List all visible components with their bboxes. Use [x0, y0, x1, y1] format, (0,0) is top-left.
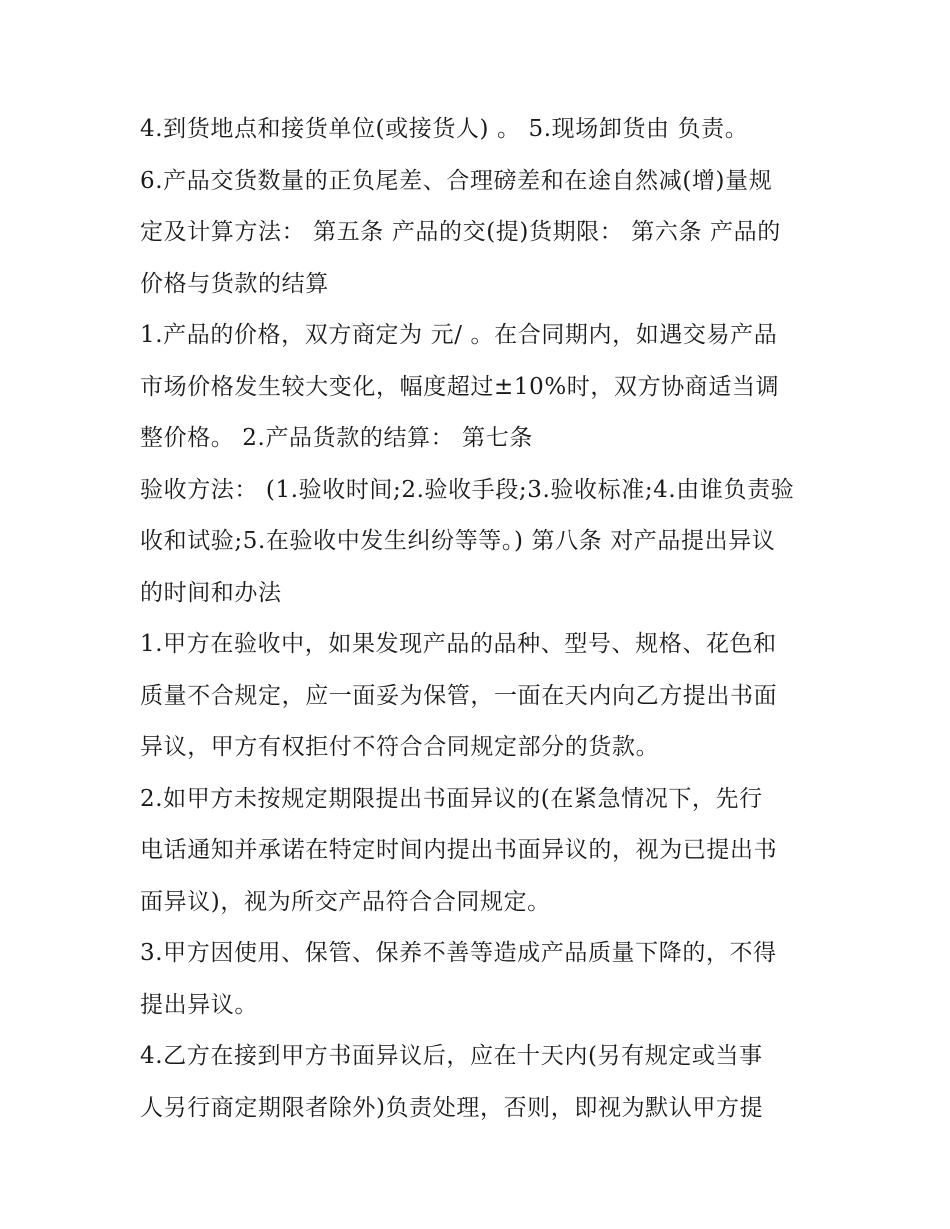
text-line: 电话通知并承诺在特定时间内提出书面异议的，视为已提出书	[140, 837, 778, 863]
text-line: 质量不合规定，应一面妥为保管，一面在天内向乙方提出书面	[140, 682, 778, 709]
document-body	[140, 104, 820, 1134]
text-line: 验收方法： (1.验收时间;2.验收手段;3.验收标准;4.由谁负责验	[140, 476, 795, 503]
text-line: 2.如甲方未按规定期限提出书面异议的(在紧急情况下，先行	[140, 785, 763, 812]
text-line: 定及计算方法： 第五条 产品的交(提)货期限： 第六条 产品的	[140, 219, 781, 245]
text-line: 的时间和办法	[140, 579, 282, 606]
text-line: 价格与货款的结算	[140, 270, 329, 297]
text-line: 1.甲方在验收中，如果发现产品的品种、型号、规格、花色和	[140, 631, 777, 657]
text-line: 异议，甲方有权拒付不符合合同规定部分的货款。	[140, 734, 660, 760]
text-line: 人另行商定期限者除外)负责处理，否则，即视为默认甲方提	[140, 1094, 764, 1121]
text-line: 市场价格发生较大变化，幅度超过±10%时，双方协商适当调	[140, 373, 780, 400]
text-line: 提出异议。	[140, 991, 258, 1018]
text-line: 6.产品交货数量的正负尾差、合理磅差和在途自然减(增)量规	[140, 167, 773, 194]
text-line: 3.甲方因使用、保管、保养不善等造成产品质量下降的，不得	[140, 940, 777, 966]
text-line: 整价格。 2.产品货款的结算： 第七条	[140, 425, 533, 451]
text-line: 面异议)，视为所交产品符合合同规定。	[140, 888, 551, 915]
text-line: 收和试验;5.在验收中发生纠纷等等。) 第八条 对产品提出异议	[140, 528, 776, 554]
text-line: 1.产品的价格，双方商定为 元/ 。在合同期内，如遇交易产品	[140, 322, 778, 348]
text-line: 4.乙方在接到甲方书面异议后，应在十天内(另有规定或当事	[140, 1043, 763, 1069]
text-line: 4.到货地点和接货单位(或接货人) 。 5.现场卸货由 负责。	[140, 116, 749, 142]
